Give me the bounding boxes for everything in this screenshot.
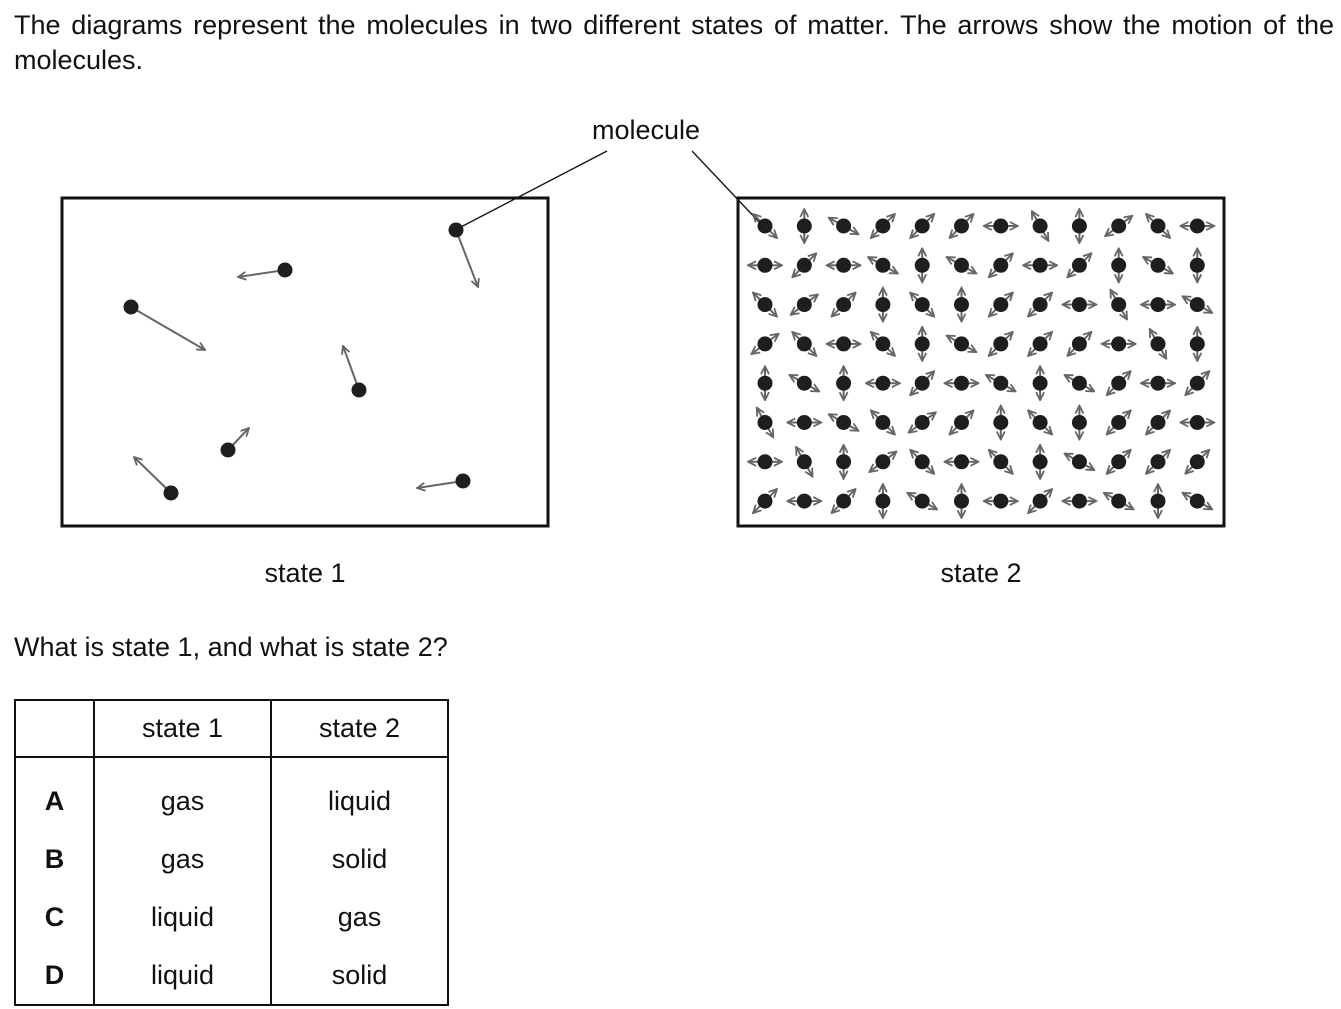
molecule-label: molecule bbox=[591, 115, 701, 145]
molecule bbox=[1111, 454, 1126, 469]
molecule bbox=[875, 454, 890, 469]
option-key: A bbox=[15, 757, 94, 830]
option-row-d[interactable] bbox=[15, 946, 448, 1005]
header-state1: state 1 bbox=[94, 700, 271, 757]
molecule bbox=[1072, 336, 1087, 351]
molecule bbox=[456, 474, 471, 489]
molecule bbox=[1190, 494, 1205, 509]
table-header-row bbox=[15, 700, 448, 757]
molecule bbox=[836, 297, 851, 312]
molecule bbox=[836, 494, 851, 509]
motion-arrow bbox=[456, 230, 478, 287]
molecule bbox=[1151, 336, 1166, 351]
molecule bbox=[993, 336, 1008, 351]
molecule bbox=[1072, 258, 1087, 273]
molecule bbox=[915, 494, 930, 509]
molecule bbox=[1151, 297, 1166, 312]
molecule bbox=[1033, 376, 1048, 391]
option-state1: gas bbox=[94, 830, 271, 888]
molecule bbox=[915, 219, 930, 234]
molecule bbox=[954, 297, 969, 312]
molecule bbox=[915, 415, 930, 430]
molecule bbox=[1072, 454, 1087, 469]
molecule bbox=[1151, 258, 1166, 273]
molecule-leader-line-left bbox=[457, 151, 607, 229]
molecule bbox=[124, 300, 139, 315]
option-row-c[interactable] bbox=[15, 888, 448, 946]
option-key: D bbox=[15, 946, 94, 1005]
molecule bbox=[836, 336, 851, 351]
molecule bbox=[836, 454, 851, 469]
molecule bbox=[1111, 297, 1126, 312]
molecule bbox=[1033, 415, 1048, 430]
molecule bbox=[954, 376, 969, 391]
molecule bbox=[1072, 376, 1087, 391]
molecule bbox=[1190, 454, 1205, 469]
question-intro: The diagrams represent the molecules in two different states of matter. The arrows show the motion of the molecules. bbox=[14, 10, 1334, 75]
state2-molecules bbox=[748, 209, 1214, 518]
molecule bbox=[993, 297, 1008, 312]
state1-caption: state 1 bbox=[264, 558, 346, 588]
molecule bbox=[797, 219, 812, 234]
molecule bbox=[797, 258, 812, 273]
molecule bbox=[915, 376, 930, 391]
molecule bbox=[1111, 376, 1126, 391]
molecule bbox=[875, 494, 890, 509]
molecule bbox=[797, 376, 812, 391]
molecule bbox=[278, 263, 293, 278]
molecule bbox=[352, 383, 367, 398]
molecule bbox=[1190, 297, 1205, 312]
molecule bbox=[758, 336, 773, 351]
molecule bbox=[1190, 219, 1205, 234]
molecule bbox=[758, 454, 773, 469]
molecule bbox=[875, 336, 890, 351]
molecule bbox=[993, 494, 1008, 509]
molecule bbox=[1072, 297, 1087, 312]
molecule bbox=[1111, 336, 1126, 351]
molecule bbox=[954, 219, 969, 234]
molecule bbox=[1111, 258, 1126, 273]
option-state2: solid bbox=[271, 830, 448, 888]
molecule bbox=[954, 415, 969, 430]
molecule bbox=[1151, 219, 1166, 234]
state1-container bbox=[62, 198, 548, 526]
molecule bbox=[1033, 336, 1048, 351]
molecule bbox=[836, 219, 851, 234]
molecule bbox=[1033, 258, 1048, 273]
molecule bbox=[1111, 494, 1126, 509]
molecule bbox=[758, 376, 773, 391]
option-state1: liquid bbox=[94, 888, 271, 946]
molecule bbox=[1190, 415, 1205, 430]
molecule bbox=[1111, 219, 1126, 234]
molecule bbox=[1033, 454, 1048, 469]
molecule bbox=[915, 297, 930, 312]
option-row-a[interactable] bbox=[15, 757, 448, 830]
molecule bbox=[1151, 415, 1166, 430]
molecule bbox=[164, 486, 179, 501]
motion-arrow bbox=[134, 457, 171, 493]
option-key: B bbox=[15, 830, 94, 888]
molecule bbox=[993, 258, 1008, 273]
molecule bbox=[1151, 376, 1166, 391]
molecule bbox=[875, 297, 890, 312]
molecule bbox=[993, 454, 1008, 469]
molecule bbox=[875, 415, 890, 430]
molecule bbox=[915, 336, 930, 351]
molecule bbox=[875, 376, 890, 391]
molecule bbox=[797, 415, 812, 430]
header-key bbox=[15, 700, 94, 757]
molecule bbox=[836, 376, 851, 391]
molecule bbox=[797, 297, 812, 312]
molecule bbox=[797, 454, 812, 469]
state2-container bbox=[738, 198, 1224, 526]
option-state2: solid bbox=[271, 946, 448, 1005]
state2-caption: state 2 bbox=[940, 558, 1022, 588]
molecule bbox=[875, 258, 890, 273]
molecule bbox=[1072, 219, 1087, 234]
molecule bbox=[758, 415, 773, 430]
molecule bbox=[836, 415, 851, 430]
molecule bbox=[1033, 219, 1048, 234]
option-state1: liquid bbox=[94, 946, 271, 1005]
molecule bbox=[915, 258, 930, 273]
molecule bbox=[1033, 494, 1048, 509]
answer-options-table bbox=[14, 699, 449, 1006]
molecule bbox=[954, 336, 969, 351]
molecule bbox=[1151, 454, 1166, 469]
molecule bbox=[1033, 297, 1048, 312]
molecule bbox=[797, 494, 812, 509]
molecule bbox=[836, 258, 851, 273]
molecule bbox=[449, 223, 464, 238]
molecule bbox=[1111, 415, 1126, 430]
state1-molecules bbox=[124, 223, 479, 501]
option-row-b[interactable] bbox=[15, 830, 448, 888]
motion-arrow bbox=[131, 307, 205, 350]
molecule-leader-line-right bbox=[692, 151, 760, 223]
molecule bbox=[1072, 494, 1087, 509]
option-state2: gas bbox=[271, 888, 448, 946]
molecule bbox=[1151, 494, 1166, 509]
molecule bbox=[875, 219, 890, 234]
molecule bbox=[758, 494, 773, 509]
question-prompt: What is state 1, and what is state 2? bbox=[14, 632, 448, 662]
molecule bbox=[758, 297, 773, 312]
header-state2: state 2 bbox=[271, 700, 448, 757]
molecule bbox=[758, 258, 773, 273]
molecule bbox=[1072, 415, 1087, 430]
molecule bbox=[993, 415, 1008, 430]
molecule bbox=[1190, 376, 1205, 391]
molecule bbox=[221, 443, 236, 458]
molecule bbox=[1190, 258, 1205, 273]
molecule bbox=[758, 219, 773, 234]
molecule bbox=[954, 494, 969, 509]
option-state1: gas bbox=[94, 757, 271, 830]
molecule bbox=[954, 258, 969, 273]
molecule bbox=[954, 454, 969, 469]
molecule bbox=[915, 454, 930, 469]
molecule bbox=[797, 336, 812, 351]
molecule bbox=[1190, 336, 1205, 351]
option-key: C bbox=[15, 888, 94, 946]
molecule bbox=[993, 376, 1008, 391]
option-state2: liquid bbox=[271, 757, 448, 830]
molecule bbox=[993, 219, 1008, 234]
